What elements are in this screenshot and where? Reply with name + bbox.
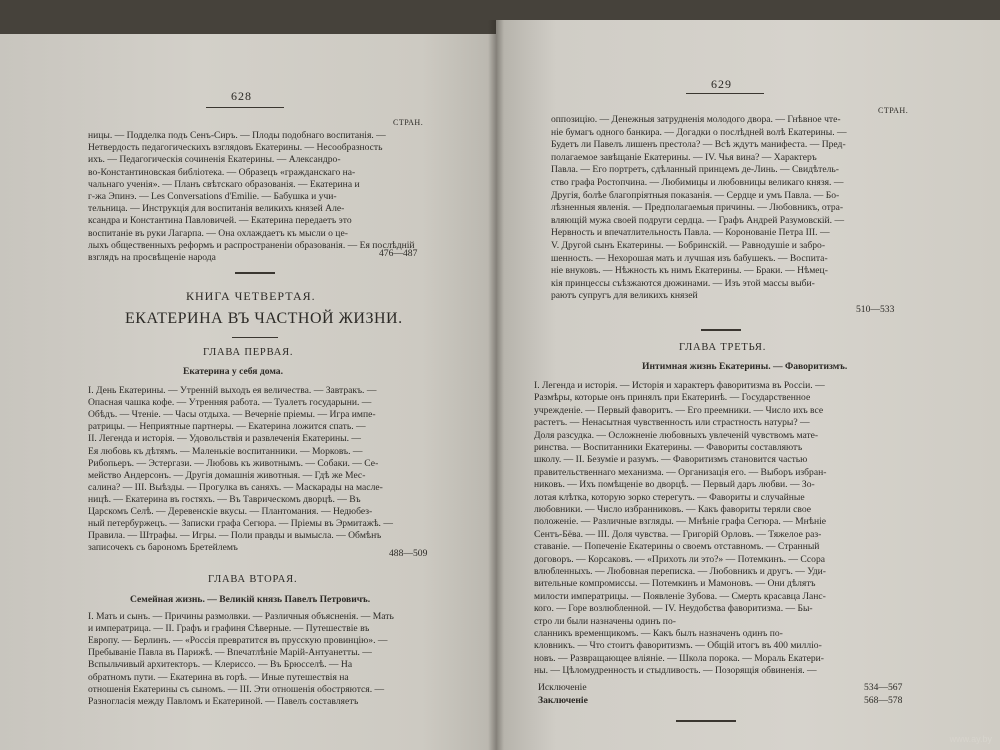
contents-line: Рибопьеръ. — Эстергази. — Любовь къ животнымъ. — Собаки. — Се- <box>88 457 379 469</box>
contents-line: ницы. — Подделка подъ Сенъ-Сиръ. — Плоды подобнаго воспитанія. — <box>88 130 386 141</box>
chapter-title: ГЛАВА ПЕРВАЯ. <box>203 347 294 358</box>
contents-line: лыхъ общественныхъ реформъ и распространеніи образованія. — Ея послѣдній <box>88 239 415 251</box>
contents-line: и императрица. — II. Графъ и графиня Сѣверные. — Путешествіе въ <box>88 623 370 635</box>
contents-line: салина? — III. Выѣзды. — Прогулка въ саняхъ. — Маскарады на масле- <box>88 481 383 493</box>
contents-line: Павла. — Его портретъ, сдѣланный принцемъ де-Линь. — Свидѣтель- <box>551 164 839 176</box>
contents-line: никовъ. — Ихъ помѣщеніе во дворцѣ. — Первый даръ любви. — Зо- <box>534 479 815 491</box>
contents-line: милости императрицы. — Появленіе Зубова. — Смерть красавца Ланс- <box>534 590 826 602</box>
contents-line: Опасная чашка кофе. — Утренняя работа. — Туалетъ государыни. — <box>88 397 372 409</box>
contents-line: Доля разсудка. — Осложненіе любовныхъ увлеченій чувствомъ мате- <box>534 429 819 441</box>
contents-line: школу. — II. Безуміе и разумъ. — Фаворитизмъ становится частью <box>534 454 808 466</box>
contents-line: правительственнаго механизма. — Организація его. — Выборъ избран- <box>534 466 827 478</box>
strany-label: СТРАН. <box>393 118 424 127</box>
contents-line: ны. — Цѣломудренность и стыдливость. — Позорящія обвиненія. — <box>534 665 817 677</box>
contents-line: I. Мать и сынъ. — Причины размолвки. — Различныя объясненія. — Мать <box>88 611 394 622</box>
chapter-title: ГЛАВА ВТОРАЯ. <box>208 574 298 585</box>
contents-line: ксандра и Константина Павловичей. — Екатерина передаетъ это <box>88 215 352 227</box>
section-divider <box>701 329 741 331</box>
contents-line: вительные компромиссы. — Потемкинъ и Мамоновъ. — Они дѣлятъ <box>534 578 816 590</box>
page-range: 534—567 <box>864 682 903 693</box>
page-range: 488—509 <box>389 548 428 559</box>
contents-line: раютъ супругъ для великихъ князей <box>551 290 698 302</box>
contents-line: отношенія Екатерины съ сыномъ. — III. Эти отношенія обостряются. — <box>88 683 385 695</box>
contents-line: полагаемое завѣщаніе Екатерины. — IV. Чья вина? — Характеръ <box>551 151 817 163</box>
strany-label: СТРАН. <box>878 106 909 115</box>
page-number-right: 629 <box>711 77 732 91</box>
page-range: 568—578 <box>864 695 903 706</box>
contents-line: ринства. — Воспитанники Екатерины. — Фавориты составляютъ <box>534 442 803 453</box>
contents-line: Сентъ-Бёва. — III. Доля чувства. — Григорій Орловъ. — Тяжелое раз- <box>534 528 822 540</box>
contents-line: ный петербуржецъ. — Записки графа Сегюра. — Пріемы въ Эрмитажѣ. — <box>88 518 393 530</box>
contents-line: Правила. — Штрафы. — Игры. — Поли правды и вымысла. — Обмѣнъ <box>88 530 382 542</box>
contents-line: Вспыльчивый архитекторъ. — Клериссо. — Въ Брюсселѣ. — На <box>88 659 353 671</box>
page-range: 510—533 <box>856 304 895 315</box>
contents-line: вляющій мужа своей подруги сердца. — Графъ Андрей Разумовскій. — <box>551 214 845 226</box>
contents-line: учрежденіе. — Первый фаворитъ. — Его преемники. — Число ихъ все <box>534 404 824 416</box>
contents-line: Разногласія между Павломъ и Екатериной. — Павелъ составляетъ <box>88 695 359 707</box>
contents-line: ихъ. — Педагогическія сочиненія Екатерины. — Александро- <box>88 154 341 166</box>
section-divider <box>232 337 278 338</box>
page-range: 476—487 <box>379 248 418 259</box>
contents-line: кого. — Горе возлюбленной. — IV. Неудобства фаворитизма. — Бы- <box>534 603 813 615</box>
contents-line: ницѣ. — Екатерина въ гостяхъ. — Въ Таврическомъ дворцѣ. — Въ <box>88 493 361 505</box>
contents-line: Пребываніе Павла въ Парижѣ. — Впечатлѣніе Марій-Антуанетты. — <box>88 647 372 659</box>
contents-line: I. День Екатерины. — Утренній выходъ ея величества. — Завтракъ. — <box>88 385 377 396</box>
chapter-title: ГЛАВА ТРЕТЬЯ. <box>679 342 767 353</box>
contents-line: оппозицію. — Денежныя затрудненія молодого двора. — Гнѣвное чте- <box>551 114 841 125</box>
contents-line: V. Другой сынъ Екатерины. — Бобринскій. — Равнодушіе и забро- <box>551 240 826 251</box>
contents-line: любовники. — Число избранниковъ. — Какъ фавориты теряли свое <box>534 504 812 515</box>
contents-line: Нетвердость педагогическихъ взглядовъ Екатерины. — Несообразность <box>88 142 383 154</box>
book-title: КНИГА ЧЕТВЕРТАЯ. <box>186 289 316 303</box>
chapter-subtitle: Семейная жизнь. — Великій князь Павелъ Петровичъ. <box>130 594 371 605</box>
contents-line: Ея любовь къ дѣтямъ. — Маленькіе воспитанники. — Морковъ. — <box>88 445 363 457</box>
contents-line: сланникъ временщикомъ. — Какъ былъ назначенъ одинъ по- <box>534 628 783 639</box>
contents-line: новъ. — Развращающее вліяніе. — Школа порока. — Мораль Екатери- <box>534 652 824 664</box>
contents-line: I. Легенда и исторія. — Исторія и характеръ фаворитизма въ Россіи. — <box>534 380 825 391</box>
contents-line: обратномъ пути. — Екатерина въ горѣ. — Иные путешествія на <box>88 671 349 683</box>
contents-line: ство графа Ростопчина. — Любимицы и любовницы великаго князя. — <box>551 177 844 188</box>
contents-line: Царскомъ Селѣ. — Деревенскіе вкусы. — Плантомания. — Недюбез- <box>88 506 373 517</box>
contents-line: воспитаніе въ руки Лагарпа. — Она охлаждаетъ къ мысли о це- <box>88 227 348 239</box>
contents-line: мейство Андерсонъ. — Другія домашнія животныя. — Гдѣ же Мес- <box>88 469 366 481</box>
contents-line: записочекъ съ барономъ Бретейлемъ <box>88 542 238 554</box>
right-page <box>496 20 1000 750</box>
page-number-rule <box>686 93 764 94</box>
contents-line: растетъ. — Ненасытная чувственность или страстность натуры? — <box>534 417 810 429</box>
section-divider <box>235 272 275 274</box>
contents-line: Нервность и впечатлительность Павла. — Коронованіе Петра III. — <box>551 227 830 239</box>
contents-line: II. Легенда и исторія. — Удовольствія и развлеченія Екатерины. — <box>88 433 361 445</box>
zaklyuchenie-label: Заключеніе <box>538 695 588 706</box>
contents-line: лѣзненныя явленія. — Предполагаемыя причины. — Любовникъ, отра- <box>551 202 844 214</box>
contents-line: Обѣдъ. — Чтеніе. — Часы отдыха. — Вечерніе пріемы. — Игра импе- <box>88 409 376 421</box>
contents-line: тельница. — Инструкція для воспитанія великихъ князей Але- <box>88 203 345 215</box>
contents-line: ніе внуковъ. — Нѣжность къ нимъ Екатерины. — Браки. — Нѣмец- <box>551 265 828 277</box>
end-divider <box>676 720 736 722</box>
page-number-rule <box>206 107 284 108</box>
contents-line: кія принцессы съѣзжаются дюжинами. — Изъ этой массы выби- <box>551 277 815 289</box>
contents-line: кловникъ. — Что стоитъ фаворитизмъ. — Общій итогъ въ 400 милліо- <box>534 640 822 652</box>
book-gutter <box>488 20 504 750</box>
contents-line: Будетъ ли Павелъ лишенъ престола? — Всѣ ждутъ манифеста. — Пред- <box>551 139 846 151</box>
left-page <box>0 34 496 750</box>
contents-line: Европу. — Берлинъ. — «Россія превратится въ прусскую провинцію». — <box>88 635 388 647</box>
contents-line: лотая клѣтка, которую зорко стерегутъ. — Фавориты и случайные <box>534 491 805 503</box>
contents-line: положеніе. — Различные взгляды. — Мнѣніе графа Сегюра. — Мнѣніе <box>534 516 827 528</box>
contents-line: договоръ. — Корсаковъ. — «Прихоть ли это?» — Потемкинъ. — Ссора <box>534 553 826 565</box>
page-number-left: 628 <box>231 89 252 103</box>
contents-line: чальнаго ученія». — Планъ свѣтскаго образованія. — Екатерина и <box>88 178 360 190</box>
isklyuchenie-label: Исключеніе <box>538 682 587 693</box>
contents-line: стро ли были назначены одинъ по- <box>534 615 676 627</box>
contents-line: влюбленныхъ. — Любовная переписка. — Любовникъ и другъ. — Уди- <box>534 566 826 577</box>
contents-line: Другія, болѣе благопріятныя показанія. — Сердце и умъ Павла. — Бо- <box>551 189 840 201</box>
contents-line: взглядъ на просвѣщеніе народа <box>88 252 216 263</box>
contents-line: во-Константиновская библіотека. — Образецъ «гражданскаго на- <box>88 166 356 178</box>
contents-line: ніе бумагъ одного банкира. — Догадки о послѣдней волѣ Екатерины. — <box>551 126 847 138</box>
chapter-subtitle: Екатерина у себя дома. <box>183 366 283 377</box>
contents-line: ставаніе. — Попеченіе Екатерины о своемъ отставномъ. — Странный <box>534 541 820 553</box>
chapter-subtitle: Интимная жизнь Екатерины. — Фаворитизмъ. <box>642 361 848 372</box>
watermark: www.ay.by <box>949 734 992 744</box>
contents-line: ратрицы. — Неприятные партнеры. — Екатерина ложится спать. — <box>88 421 366 433</box>
contents-line: Размѣры, которые онъ принялъ при Екатеринѣ. — Государственное <box>534 392 811 404</box>
book-subtitle: ЕКАТЕРИНА ВЪ ЧАСТНОЙ ЖИЗНИ. <box>125 310 403 327</box>
contents-line: шенность. — Нехорошая мать и лучшая изъ бабушекъ. — Воспита- <box>551 252 828 264</box>
contents-line: г-жа Эпинэ. — Les Conversations d'Emilie. — Бабушка и учи- <box>88 191 337 202</box>
